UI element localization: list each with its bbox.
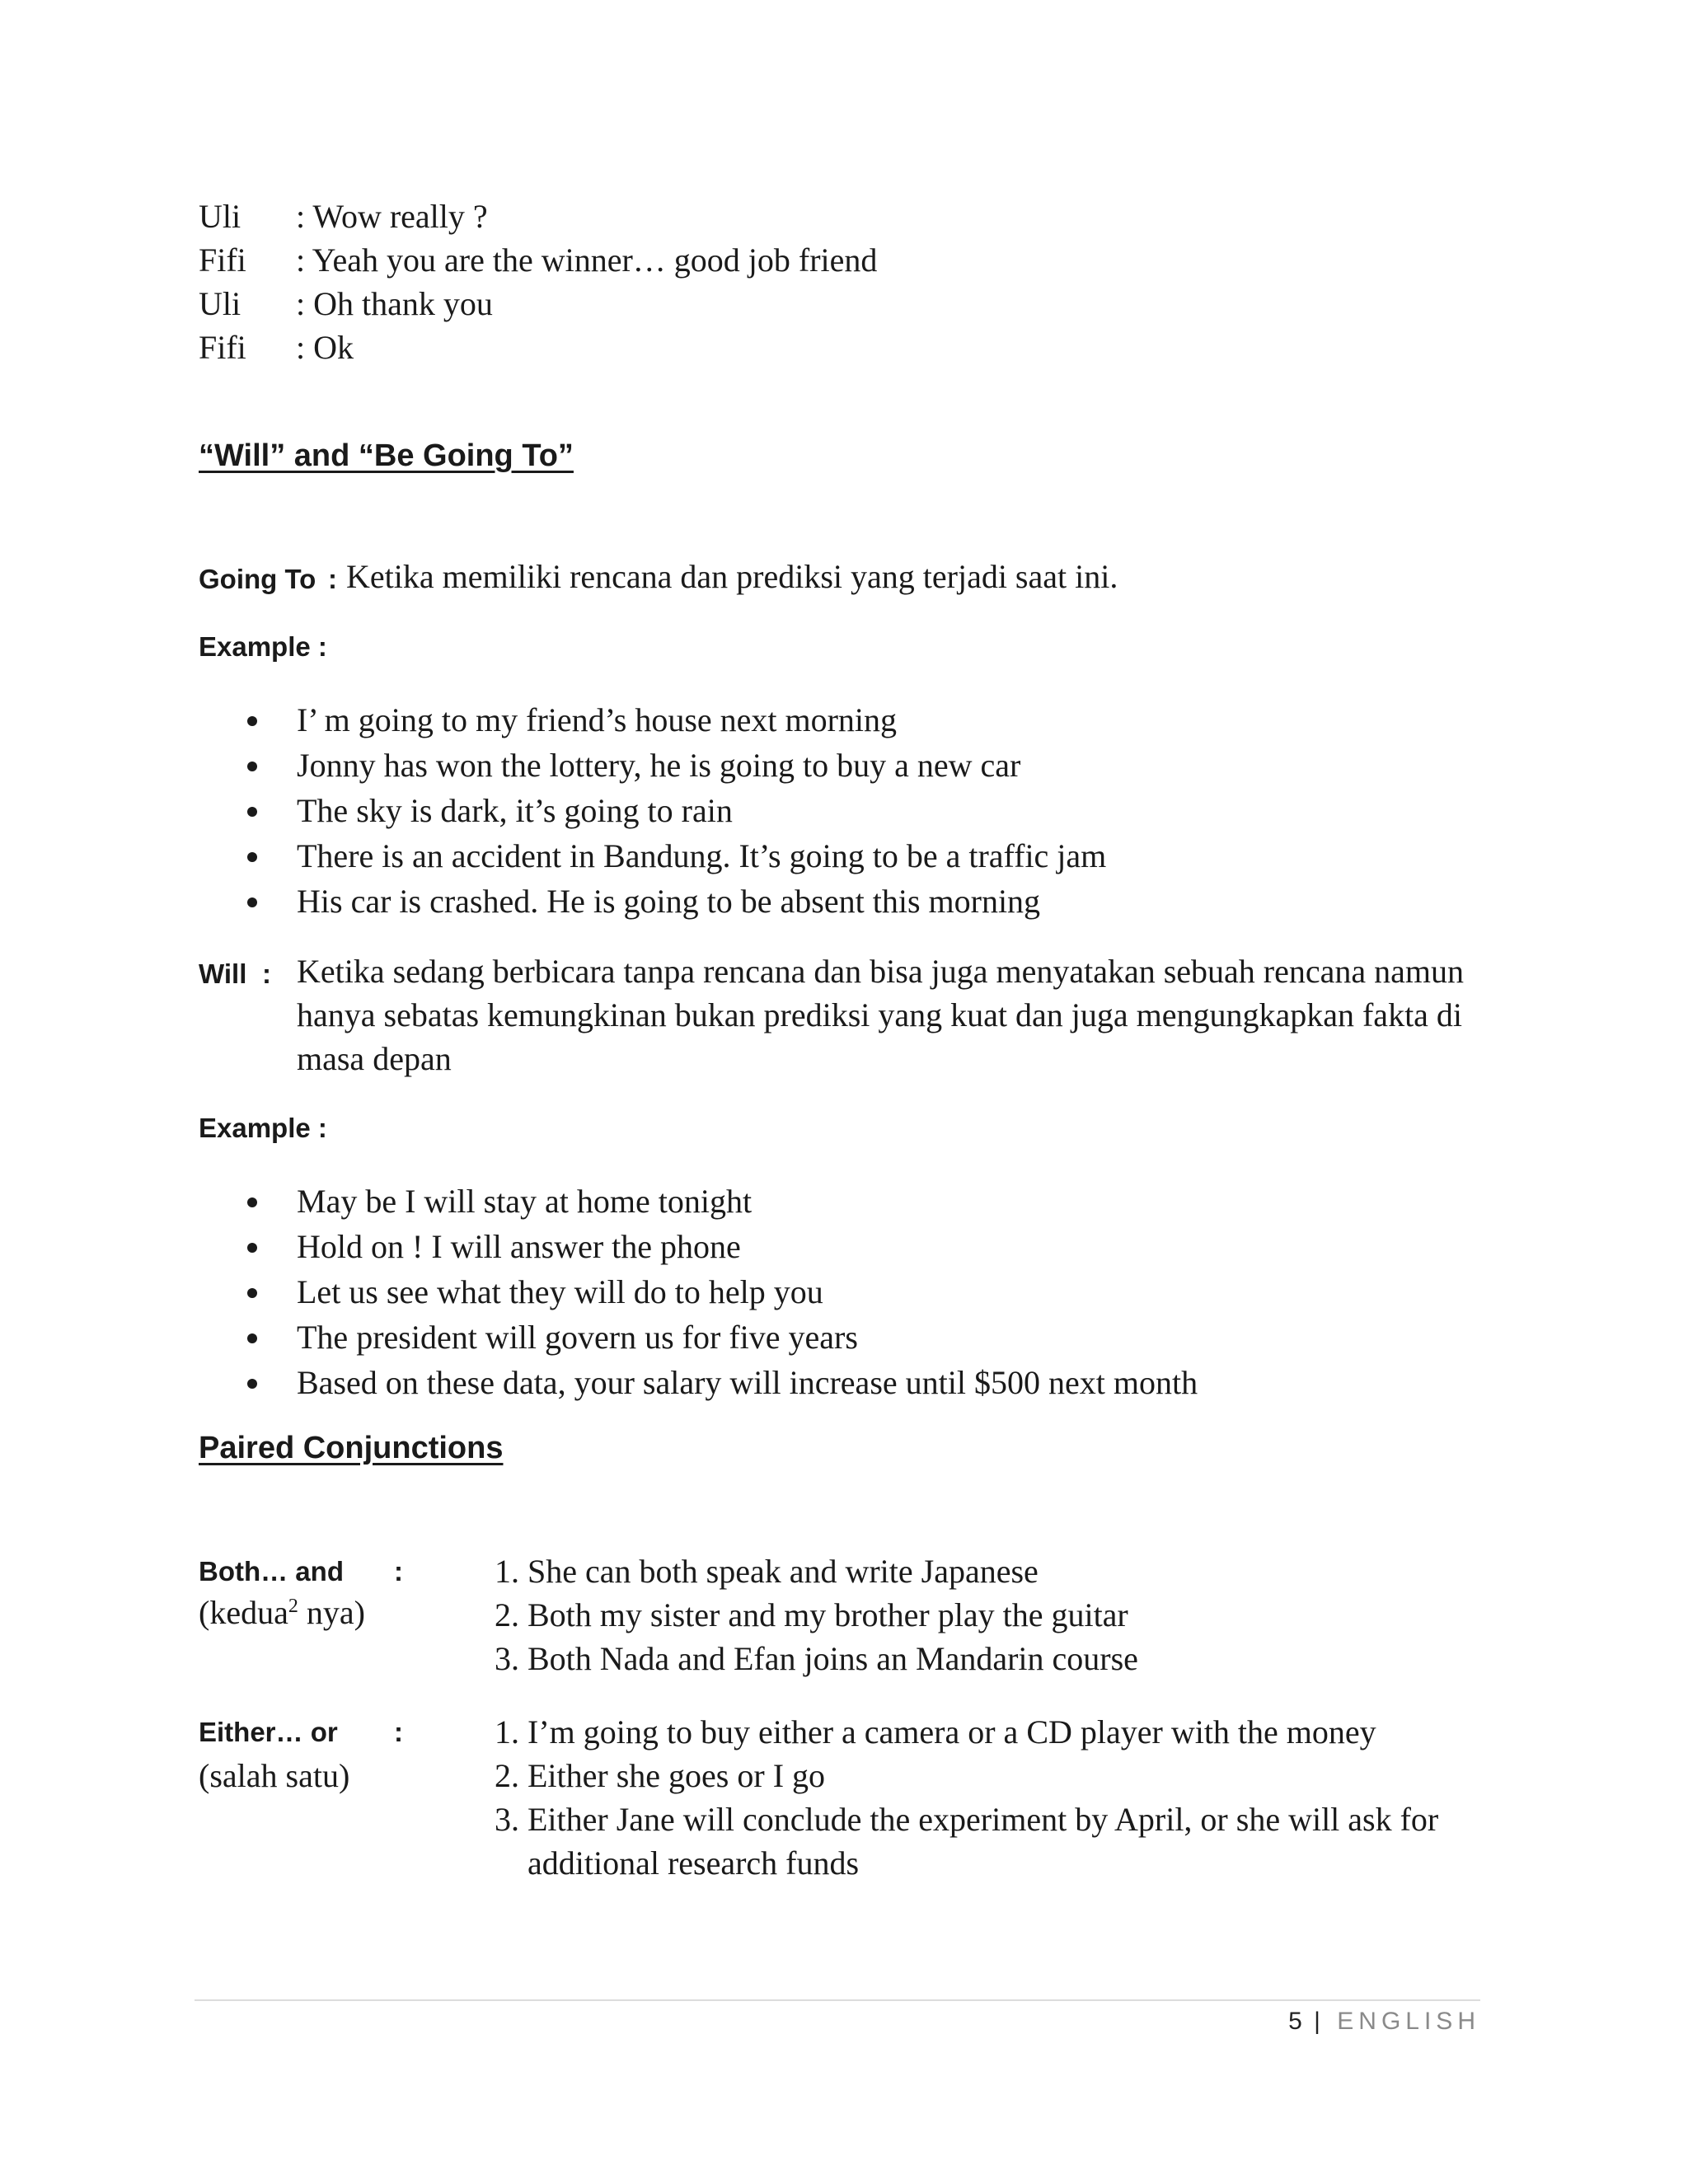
page-footer — [1288, 2008, 1480, 2036]
footer-separator: | — [1314, 2008, 1325, 2035]
conjunction-term: Both… and — [199, 1556, 344, 1586]
conjunction-meaning: (kedua$^2$ nya) — [199, 1594, 365, 1631]
section-heading-paired-conjunctions: Paired Conjunctions — [199, 1431, 504, 1465]
will-definition-line: masa depan — [297, 1040, 452, 1077]
bullet-icon — [247, 1243, 257, 1253]
conjunction-colon: : — [394, 1556, 403, 1586]
dialogue-text: : Ok — [296, 329, 354, 366]
bullet-icon — [247, 898, 257, 907]
speaker: Fifi — [199, 241, 246, 279]
speaker: Uli — [199, 198, 241, 235]
bullet-icon — [247, 762, 257, 771]
conjunction-colon: : — [394, 1717, 403, 1747]
will-colon: : — [262, 958, 271, 989]
section-heading-will-going-to: “Will” and “Be Going To” — [199, 438, 574, 473]
dialogue-text: : Oh thank you — [296, 285, 493, 322]
dialogue-text: : Wow really ? — [296, 198, 488, 235]
footer-divider — [195, 1999, 1480, 2001]
bullet-icon — [247, 716, 257, 726]
speaker: Uli — [199, 285, 241, 322]
speaker: Fifi — [199, 329, 246, 366]
conjunction-term: Either… or — [199, 1717, 338, 1747]
example-label: Example : — [199, 631, 327, 662]
will-label: Will — [199, 958, 247, 989]
going-to-definition: Ketika memiliki rencana dan prediksi yang terjadi saat ini. — [346, 558, 1118, 595]
footer-label: ENGLISH — [1337, 2008, 1480, 2035]
going-to-colon: : — [328, 564, 337, 594]
conjunction-meaning: (salah satu) — [199, 1757, 350, 1794]
page-number: 5 — [1288, 2008, 1302, 2035]
will-definition-line: hanya sebatas kemungkinan bukan prediksi yang kuat dan juga mengungkapkan fakta di — [297, 996, 1463, 1033]
bullet-icon — [247, 1197, 257, 1207]
will-definition-line: Ketika sedang berbicara tanpa rencana dan bisa juga menyatakan sebuah rencana namun — [297, 953, 1464, 990]
example-label: Example : — [199, 1113, 327, 1143]
bullet-icon — [247, 1288, 257, 1298]
bullet-icon — [247, 852, 257, 862]
bullet-icon — [247, 1379, 257, 1389]
bullet-icon — [247, 1333, 257, 1343]
bullet-icon — [247, 807, 257, 817]
going-to-label: Going To — [199, 564, 316, 594]
dialogue-text: : Yeah you are the winner… good job friend — [296, 241, 878, 279]
